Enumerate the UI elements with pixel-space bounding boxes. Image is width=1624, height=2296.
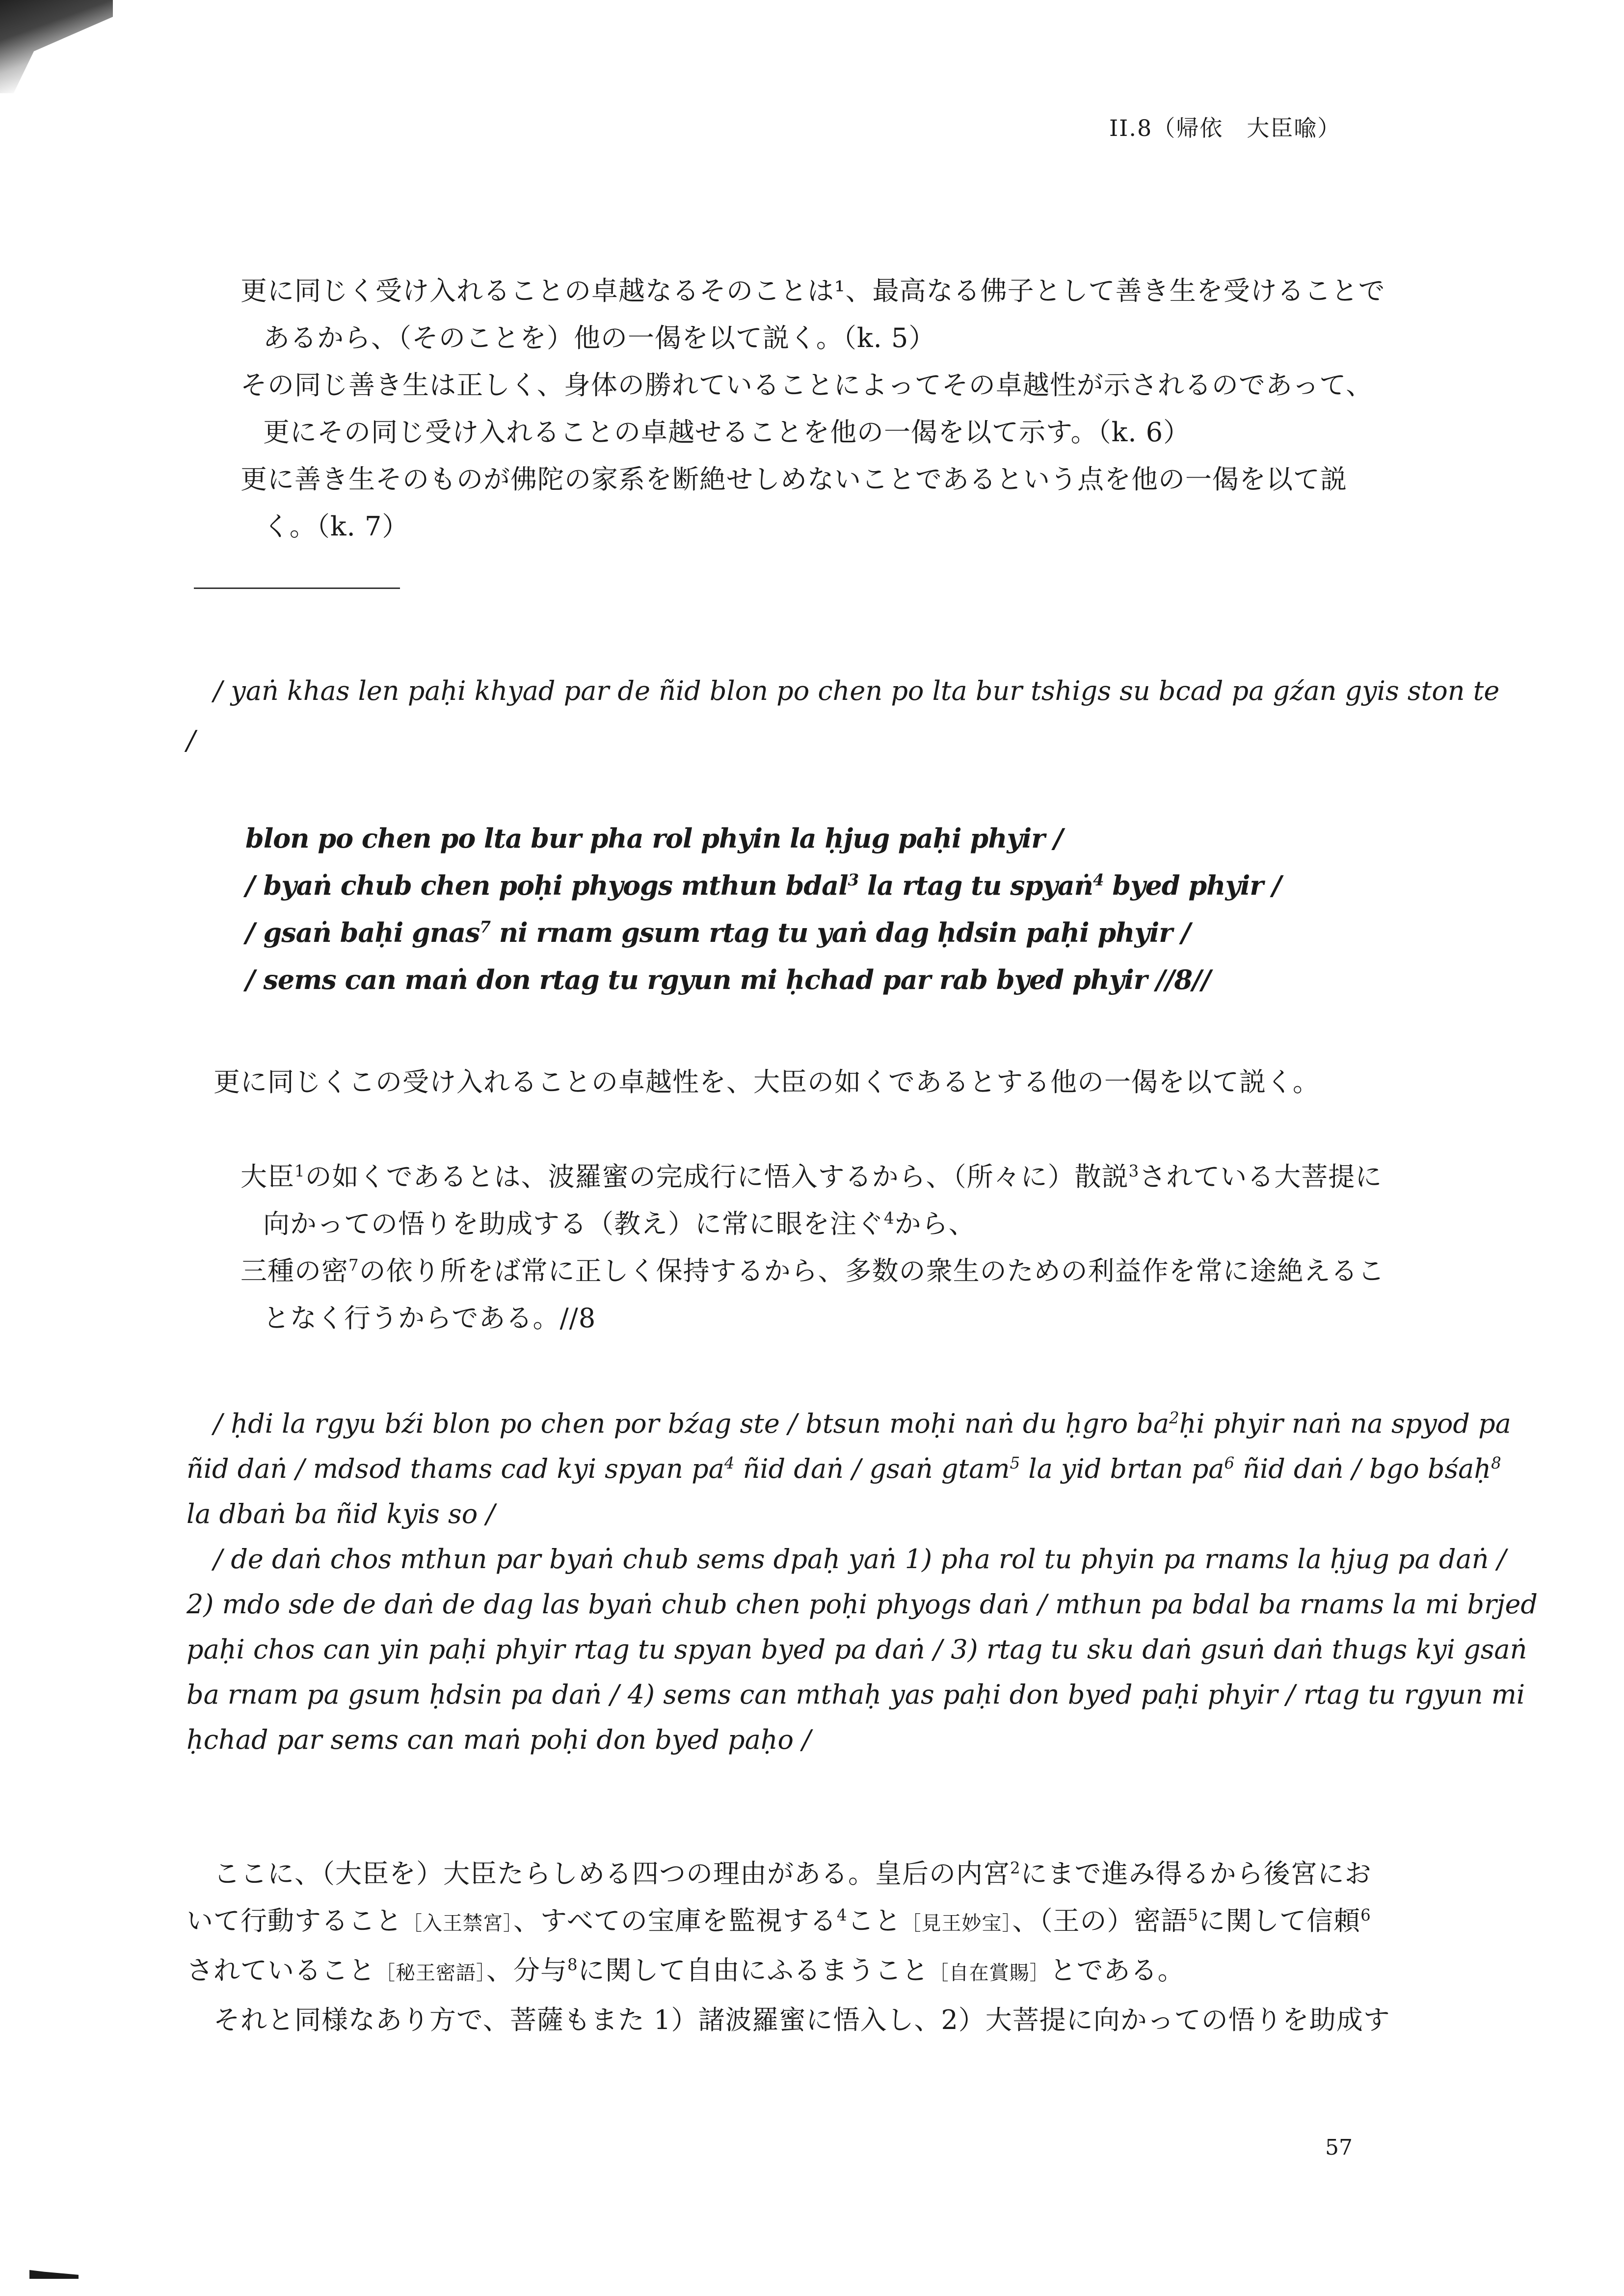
tibetan-intro-line: / yaṅ khas len paḥi khyad par de ñid blon po chen po lta bur tshigs su bcad pa gźan gyis ston te <box>213 675 1500 706</box>
commentary-line: それと同様なあり方で、菩薩もまた 1）諸波羅蜜に悟入し、2）大菩提に向かっての悟りを助成す <box>213 2004 1390 2035</box>
intro-line: 更に善き生そのものが佛陀の家系を断絶せしめないことであるという点を他の一偈を以て説 <box>240 464 1347 495</box>
commentary-line: いて行動すること［入王禁宮］、すべての宝庫を監視する$^4$こと［見王妙宝］、（王の）密語$^5$に関して信頼$^6$ <box>186 1905 1371 1936</box>
tibetan-line: / ḥdi la rgyu bźi blon po chen por bźag ste / btsun moḥi naṅ du ḥgro $ba^2ḥi$ phyir naṅ na spyod pa <box>213 1408 1511 1439</box>
verse-line: / sems can maṅ don rtag tu rgyun mi ḥchad par rab byed phyir //8// <box>245 964 1211 995</box>
tibetan-line: / de daṅ chos mthun par byaṅ chub sems dpaḥ yaṅ 1) pha rol tu phyin pa rnams la ḥjug pa daṅ / <box>213 1544 1506 1575</box>
commentary-line: ここに、（大臣を）大臣たらしめる四つの理由がある。皇后の内宮$^2$にまで進み得るから後宮にお <box>213 1858 1372 1889</box>
verse-line: blon po chen po lta bur pha rol phyin la ḥjug paḥi phyir / <box>245 823 1063 854</box>
translation-line: 大臣$^1$の如くであるとは、波羅蜜の完成行に悟入するから、（所々に）散説$^3$されている大菩提に <box>240 1161 1383 1192</box>
intro-paragraph <box>240 267 1385 550</box>
translation-line: となく行うからである。//8 <box>263 1303 596 1334</box>
scan-bottom-mark <box>29 2270 79 2279</box>
intro-line: く。（k. 7） <box>263 511 409 542</box>
intro-line: その同じ善き生は正しく、身体の勝れていることによってその卓越性が示されるのであって、 <box>240 370 1373 400</box>
summary-line: 更に同じくこの受け入れることの卓越性を、大臣の如くであるとする他の一偈を以て説く。 <box>213 1067 1320 1097</box>
verse-block <box>245 815 1281 1003</box>
scan-corner-mark <box>0 0 113 93</box>
page-number: 57 <box>1325 2135 1353 2160</box>
tibetan-line: ñid daṅ / mdsod thams cad kyi spyan $pa^4$ ñid daṅ / gsaṅ gtam$^5$ la yid brtan $pa^6$ ñid daṅ / bgo bśaḥ$^8$ <box>186 1453 1501 1484</box>
tibetan-intro <box>213 668 1499 714</box>
commentary-line: されていること［秘王密語］、分与$^8$に関して自由にふるまうこと［自在賞賜］とである。 <box>186 1955 1185 1986</box>
tibetan-commentary <box>186 1401 1538 1762</box>
translation-paragraph <box>240 1153 1385 1342</box>
intro-line: 更に同じく受け入れることの卓越なるそのことは¹、最高なる佛子として善き生を受けることで <box>240 275 1385 306</box>
japanese-commentary <box>186 1850 1390 2044</box>
intro-line: あるから、（そのことを）他の一偈を以て説く。（k. 5） <box>263 322 936 353</box>
footnote-rule <box>194 587 400 589</box>
tibetan-intro-slash: / <box>186 725 196 756</box>
tibetan-line: ba rnam pa gsum ḥdsin pa daṅ / 4) sems can mthaḥ yas paḥi don byed paḥi phyir / rtag tu rgyun mi <box>186 1679 1525 1710</box>
intro-line: 更にその同じ受け入れることの卓越せることを他の一偈を以て示す。（k. 6） <box>263 417 1191 448</box>
verse-line: / gsaṅ baḥi gnas$^7$ ni rnam gsum rtag tu yaṅ dag ḥdsin paḥi phyir / <box>245 917 1191 948</box>
translation-line: 三種の密$^7$の依り所をば常に正しく保持するから、多数の衆生のための利益作を常に途絶えるこ <box>240 1255 1385 1286</box>
running-header: II.8（帰依 大臣喩） <box>1109 115 1341 141</box>
tibetan-line: paḥi chos can yin paḥi phyir rtag tu spyan byed pa daṅ / 3) rtag tu sku daṅ gsuṅ daṅ thugs kyi gsaṅ <box>186 1634 1527 1665</box>
tibetan-line: ḥchad par sems can maṅ poḥi don byed paḥo / <box>186 1724 811 1755</box>
tibetan-line: 2) mdo sde de daṅ de dag las byaṅ chub chen poḥi phyogs daṅ / mthun pa bdal ba rnams la mi brjed <box>186 1589 1538 1620</box>
translation-line: 向かっての悟りを助成する（教え）に常に眼を注ぐ$^4$から、 <box>263 1208 976 1239</box>
tibetan-line: la dbaṅ ba ñid kyis so / <box>186 1498 495 1529</box>
verse-line: / byaṅ chub chen poḥi phyogs mthun bdal$^3$ la rtag tu spyaṅ$^4$ byed phyir / <box>245 870 1281 901</box>
